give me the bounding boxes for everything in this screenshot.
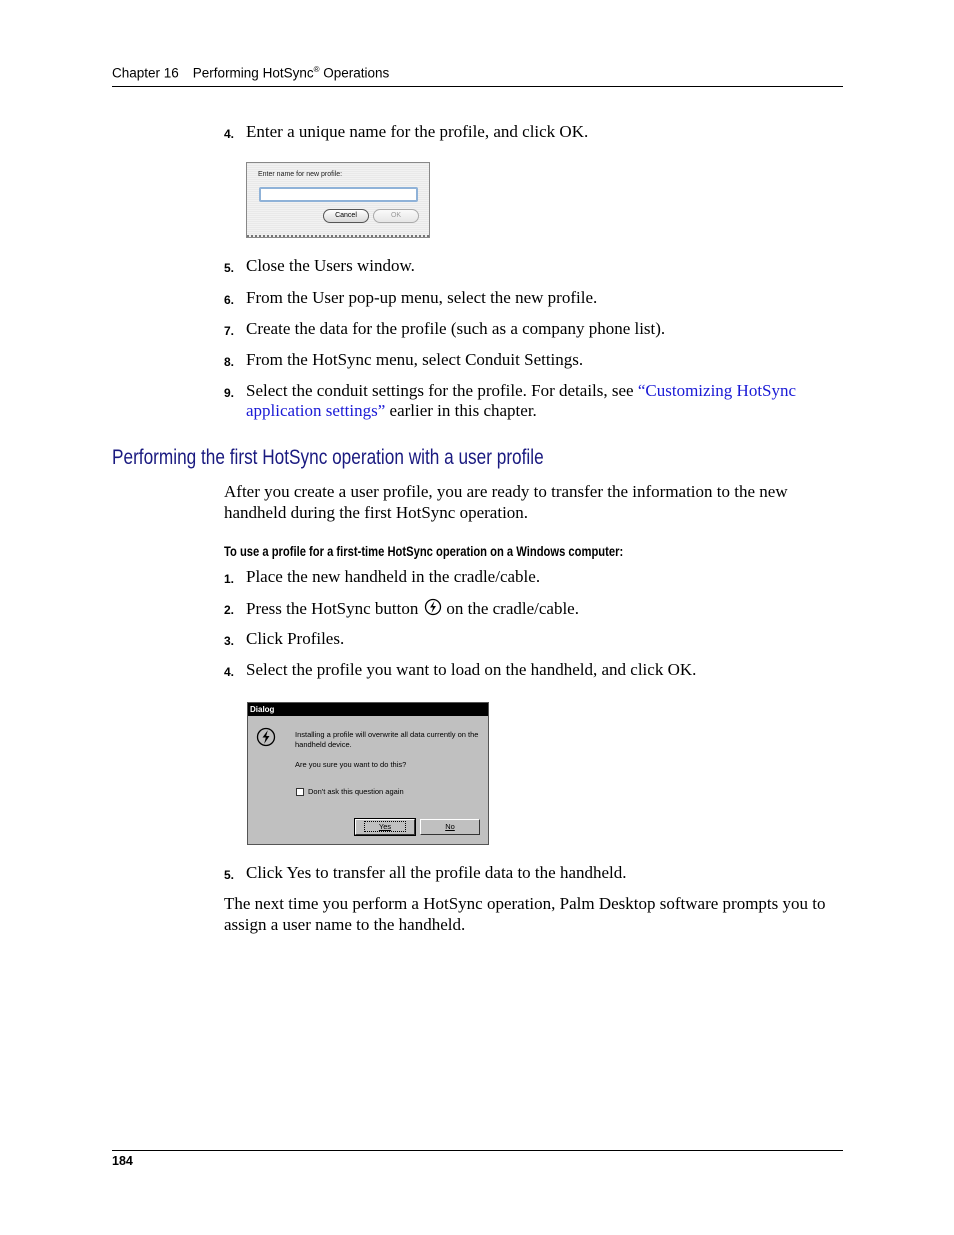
dialog-edge <box>247 235 429 237</box>
hotsync-button-icon <box>424 598 442 616</box>
step-text: Click Yes to transfer all the profile data to the handheld. <box>246 863 627 882</box>
step-4b <box>224 660 844 680</box>
step-8a <box>224 350 844 370</box>
install-profile-dialog-screenshot <box>247 702 489 845</box>
running-header <box>112 65 843 87</box>
intro-paragraph: After you create a user profile, you are ready to transfer the information to the new handheld during the first HotSync operation. <box>224 482 788 522</box>
step-number: 1. <box>224 572 235 586</box>
new-profile-dialog-screenshot <box>246 162 430 238</box>
step-text: Create the data for the profile (such as a company phone list). <box>246 319 666 338</box>
step-1b <box>224 567 844 587</box>
step-9a <box>224 381 844 421</box>
step-number: 6. <box>224 293 235 307</box>
section-heading: Performing the first HotSync operation with a user profile <box>112 446 544 469</box>
step-text <box>246 381 844 421</box>
step-text: From the User pop-up menu, select the new profile. <box>246 288 598 307</box>
step-text-start: Press the HotSync button <box>246 599 419 618</box>
step-text: Close the Users window. <box>246 256 415 275</box>
step-text: Click Profiles. <box>246 629 345 648</box>
step-6a <box>224 288 844 308</box>
step-2b <box>224 598 844 619</box>
registered-mark: ® <box>313 65 320 74</box>
step-number: 8. <box>224 355 235 369</box>
dialog-title: Dialog <box>248 703 488 716</box>
step-number: 4. <box>224 127 235 141</box>
step-text: Enter a unique name for the profile, and click OK. <box>246 122 589 141</box>
step-text <box>246 598 844 619</box>
yes-button <box>355 819 415 835</box>
procedure-heading: To use a profile for a first-time HotSync operation on a Windows computer: <box>224 543 624 559</box>
step-number: 3. <box>224 634 235 648</box>
page-number: 184 <box>112 1154 133 1168</box>
chapter-title-end: Operations <box>319 65 390 81</box>
dont-ask-checkbox <box>296 787 404 796</box>
step-number: 7. <box>224 324 235 338</box>
step-number: 5. <box>224 868 235 882</box>
step-number: 4. <box>224 665 235 679</box>
yes-label: Yes <box>364 821 406 832</box>
step-3b <box>224 629 844 649</box>
chapter-label: Chapter 16 <box>112 65 179 81</box>
step-text: From the HotSync menu, select Conduit Settings. <box>246 350 584 369</box>
cancel-button: Cancel <box>323 209 369 223</box>
step-text-start: Select the conduit settings for the profile. For details, see <box>246 381 638 400</box>
step-7a <box>224 319 844 339</box>
customizing-hotsync-link[interactable]: “Customizing HotSync application settings” <box>246 381 797 420</box>
checkbox-label: Don't ask this question again <box>308 787 404 796</box>
step-text: Place the new handheld in the cradle/cable. <box>246 567 541 586</box>
step-4a <box>224 122 844 142</box>
step-number: 5. <box>224 261 235 275</box>
step-text-end: earlier in this chapter. <box>385 401 537 420</box>
hotsync-icon <box>256 727 276 747</box>
step-text: Select the profile you want to load on the handheld, and click OK. <box>246 660 697 679</box>
dialog-question: Are you sure you want to do this? <box>295 760 407 769</box>
step-5a <box>224 256 844 276</box>
ok-button: OK <box>373 209 419 223</box>
dialog-message: Installing a profile will overwrite all data currently on the handheld device. <box>295 730 479 749</box>
no-button: No <box>420 819 480 835</box>
profile-name-field <box>259 187 418 202</box>
step-text-end: on the cradle/cable. <box>446 599 579 618</box>
step-number: 9. <box>224 386 235 400</box>
step-5b <box>224 863 844 883</box>
footer-rule <box>112 1150 843 1151</box>
chapter-title: Performing HotSync <box>192 65 314 81</box>
dialog-label: Enter name for new profile: <box>258 171 343 178</box>
step-number: 2. <box>224 603 235 617</box>
closing-paragraph: The next time you perform a HotSync operation, Palm Desktop software prompts you to assign a user name to the handheld. <box>224 894 826 934</box>
checkbox-box <box>296 788 304 796</box>
